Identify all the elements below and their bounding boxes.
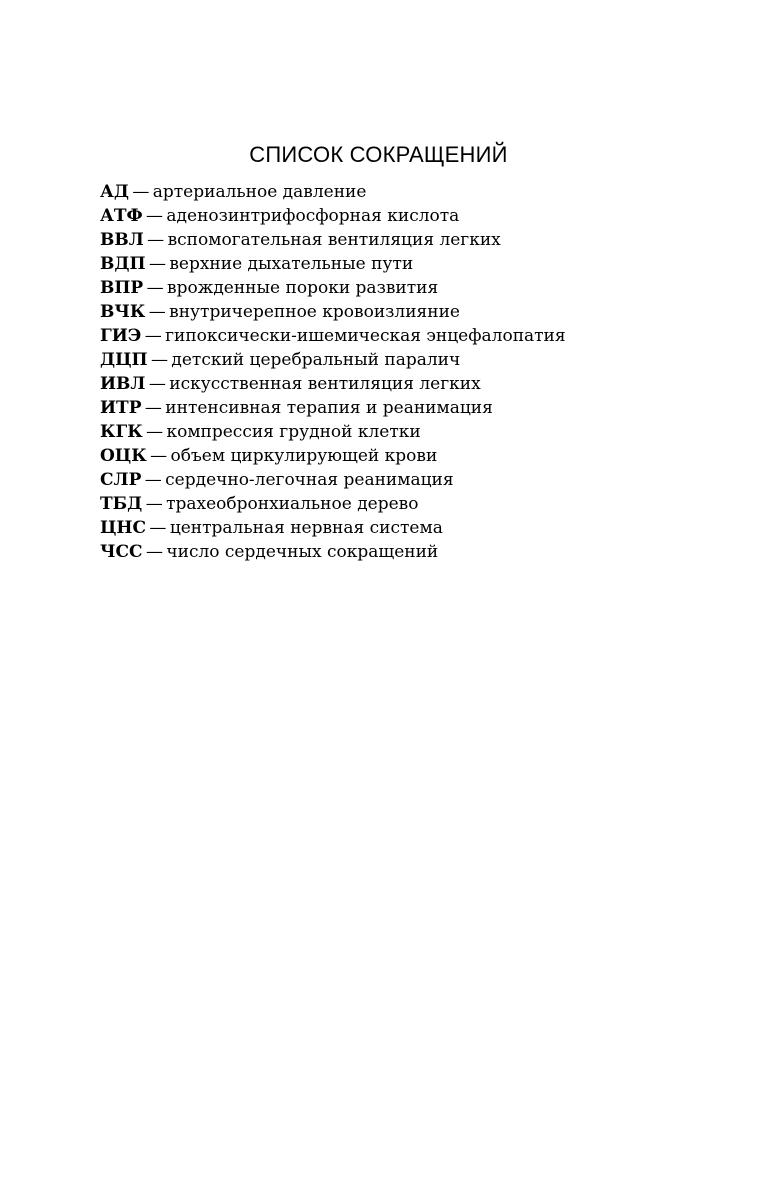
separator-dash: — — [148, 254, 166, 274]
abbreviation-definition: гипоксически-ишемическая энцефалопатия — [165, 326, 566, 346]
separator-dash: — — [144, 326, 162, 346]
abbreviation-definition: число сердечных сокращений — [166, 542, 439, 562]
abbreviation-definition: искусственная вентиляция легких — [169, 374, 481, 394]
separator-dash: — — [148, 374, 166, 394]
abbreviation-definition: интенсивная терапия и реанимация — [165, 398, 493, 418]
separator-dash: — — [146, 206, 164, 226]
abbreviation-definition: верхние дыхательные пути — [169, 254, 414, 274]
abbreviation-term: ИВЛ — [100, 374, 146, 394]
abbreviation-term: ЧСС — [100, 542, 143, 562]
abbreviation-definition: трахеобронхиальное дерево — [166, 494, 419, 514]
abbreviation-definition: сердечно-легочная реанимация — [165, 470, 454, 490]
list-item — [100, 492, 720, 516]
list-item — [100, 228, 720, 252]
abbreviation-list — [100, 180, 720, 564]
list-item — [100, 180, 720, 204]
list-item — [100, 444, 720, 468]
abbreviation-term: ДЦП — [100, 350, 148, 370]
abbreviation-definition: объем циркулирующей крови — [170, 446, 438, 466]
separator-dash: — — [144, 398, 162, 418]
abbreviation-definition: артериальное давление — [152, 182, 367, 202]
abbreviation-term: ИТР — [100, 398, 142, 418]
separator-dash: — — [132, 182, 150, 202]
abbreviation-term: ЦНС — [100, 518, 147, 538]
list-item — [100, 276, 720, 300]
separator-dash: — — [146, 422, 164, 442]
list-item — [100, 348, 720, 372]
abbreviation-term: ВДП — [100, 254, 146, 274]
abbreviation-definition: компрессия грудной клетки — [166, 422, 421, 442]
list-item — [100, 204, 720, 228]
list-item — [100, 516, 720, 540]
list-item — [100, 324, 720, 348]
abbreviation-term: ГИЭ — [100, 326, 142, 346]
list-item — [100, 252, 720, 276]
separator-dash: — — [151, 350, 168, 370]
abbreviation-term: ВПР — [100, 278, 144, 298]
abbreviation-term: АД — [100, 182, 129, 202]
separator-dash: — — [144, 470, 162, 490]
abbreviation-term: КГК — [100, 422, 143, 442]
list-item — [100, 468, 720, 492]
list-item — [100, 420, 720, 444]
abbreviation-term: ВВЛ — [100, 230, 144, 250]
page-title: СПИСОК СОКРАЩЕНИЙ — [249, 142, 508, 167]
separator-dash: — — [149, 518, 167, 538]
list-item — [100, 372, 720, 396]
abbreviation-definition: центральная нервная система — [169, 518, 443, 538]
list-item — [100, 300, 720, 324]
abbreviation-term: ТБД — [100, 494, 143, 514]
separator-dash: — — [150, 446, 168, 466]
abbreviation-term: АТФ — [100, 206, 143, 226]
abbreviation-term: ОЦК — [100, 446, 147, 466]
abbreviation-definition: внутричерепное кровоизлияние — [169, 302, 460, 322]
list-item — [100, 540, 720, 564]
list-item — [100, 396, 720, 420]
abbreviation-term: СЛР — [100, 470, 142, 490]
separator-dash: — — [145, 542, 163, 562]
separator-dash: — — [145, 494, 163, 514]
separator-dash: — — [146, 278, 164, 298]
abbreviation-term: ВЧК — [100, 302, 146, 322]
abbreviation-definition: аденозинтрифосфорная кислота — [166, 206, 460, 226]
separator-dash: — — [148, 302, 166, 322]
abbreviation-definition: вспомогательная вентиляция легких — [167, 230, 501, 250]
abbreviation-definition: детский церебральный паралич — [171, 350, 461, 370]
abbreviation-definition: врожденные пороки развития — [167, 278, 439, 298]
separator-dash: — — [147, 230, 165, 250]
